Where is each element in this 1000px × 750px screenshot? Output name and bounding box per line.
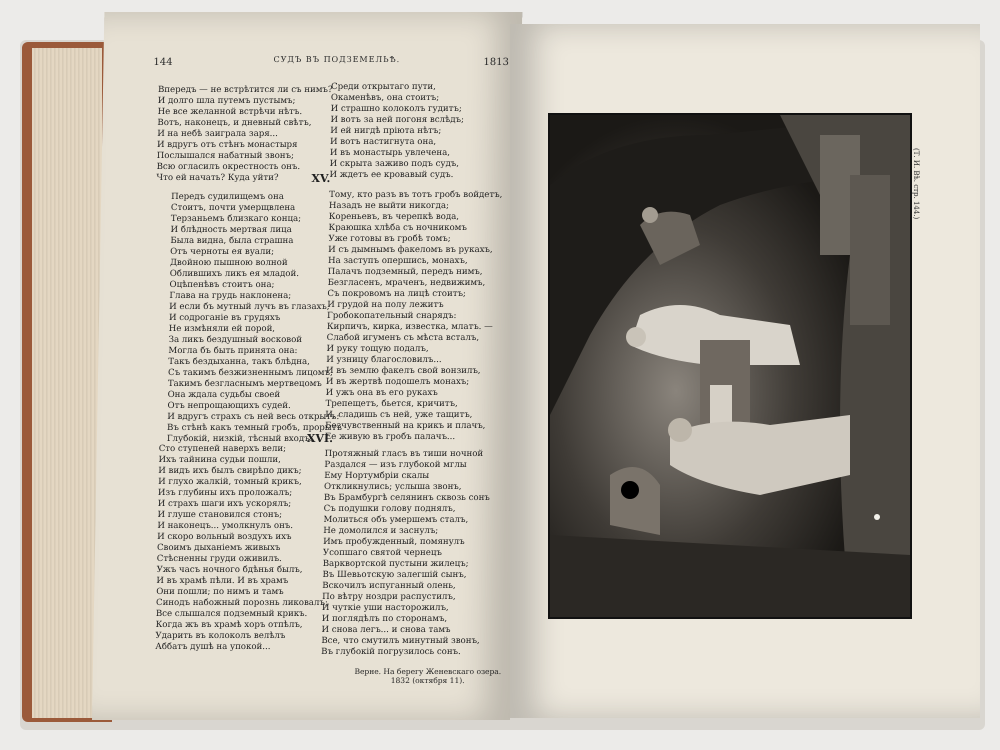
verse-line: И видъ ихъ былъ свирѣпо дикъ;	[158, 466, 302, 476]
verse-line: Своимъ дыханіемъ живыхъ	[156, 543, 281, 553]
verse-line: Съ покровомъ на лицѣ стоитъ;	[327, 289, 466, 299]
verse-line: И содроганіе въ грудяхъ	[168, 313, 281, 323]
verse-line: Ему Нортумбріи скалы	[324, 471, 430, 481]
section-xv: XV.	[311, 172, 331, 185]
verse-line: Назадъ не выйти никогда;	[328, 201, 449, 211]
verse-line: Когда жъ въ храмѣ хоръ отпѣлъ,	[155, 620, 303, 630]
verse-line: И если бъ мутный лучъ въ глазахъ,	[169, 302, 330, 312]
verse-line: Все слышался подземный крикъ.	[155, 609, 308, 619]
verse-line: И ужъ она въ его рукахъ	[325, 388, 438, 398]
verse-line: Не все желанной встрѣчи нѣтъ.	[157, 107, 303, 117]
verse-line: Трепещетъ, бьется, кричитъ,	[325, 399, 458, 409]
verse-line: И страхъ шаги ихъ ускорялъ;	[157, 499, 292, 509]
verse-line: И въ монастырь увлечена,	[329, 148, 451, 158]
verse-line: Варквортской пустыни жилецъ;	[322, 559, 469, 569]
verse-line: Безгласенъ, мраченъ, недвижимъ,	[327, 278, 486, 288]
verse-line: И въ храмѣ пѣли. И въ храмъ	[156, 576, 289, 586]
verse-line: Изъ глубины ихъ проложалъ;	[157, 488, 293, 498]
verse-line: Была видна, была страшна	[170, 236, 294, 246]
verse-line: Синодъ набожный порознь ликовалъ;	[155, 598, 328, 608]
verse-line: И вотъ за ней погоня вслѣдъ;	[330, 115, 464, 125]
verse-line: Терзаньемъ близкаго конца;	[170, 214, 302, 224]
verse-line: И долго шла путемъ пустымъ;	[157, 96, 296, 106]
verse-line: И скоро вольный воздухъ ихъ	[157, 532, 292, 542]
verse-line: Ужъ часъ ночного бдѣнья былъ,	[156, 565, 303, 575]
col2-bot	[321, 449, 491, 658]
verse-line: Двойною пышною волной	[169, 258, 288, 268]
verse-line: Протяжный гласъ въ тиши ночной	[324, 449, 484, 459]
verse-line: Палачъ подземный, передъ нимъ,	[327, 267, 483, 277]
verse-line: Кореньевъ, въ черепкѣ вода,	[328, 212, 460, 222]
verse-line: Она ждала судьбы своей	[167, 390, 281, 400]
verse-line: И, сладишь съ ней, уже тащитъ,	[325, 410, 473, 420]
verse-line: Откликнулись; услыша звонъ,	[323, 482, 462, 492]
verse-line: Не измѣняли ей порой,	[168, 324, 276, 334]
verse-line: Впередъ — не встрѣтится ли съ нимъ?	[157, 85, 333, 95]
verse-line: Гробокопательный снарядъ:	[326, 311, 457, 321]
verse-line: Не домолился и заснулъ;	[323, 526, 439, 536]
verse-line: Могла бъ быть принята она:	[168, 346, 298, 356]
verse-line: Окаменѣвъ, она стоитъ;	[330, 93, 440, 103]
verse-line: И въ жертвѣ подошелъ монахъ;	[325, 377, 470, 387]
verse-line: Молиться объ умершемъ сталъ,	[323, 515, 469, 525]
col1-mid	[167, 192, 346, 445]
verse-line: На заступъ опершись, монахъ,	[327, 256, 468, 266]
verse-line: И въ землю факелъ свой вонзилъ,	[326, 366, 481, 376]
verse-line: Съ подушки голову поднялъ,	[323, 504, 456, 514]
verse-line: Оцѣпенѣвъ стоитъ она;	[169, 280, 275, 290]
verse-line: Отъ черноты ея вуали;	[170, 247, 275, 257]
crypt-scene-image	[550, 115, 910, 617]
verse-line: Безчувственный на крикъ и плачъ,	[325, 421, 486, 431]
verse-line: И съ дымнымъ факеломъ въ рукахъ,	[328, 245, 493, 255]
verse-line: И вдругъ отъ стѣнъ монастыря	[156, 140, 298, 150]
verse-line: Такимъ безгласнымъ мертвецомъ	[167, 379, 322, 389]
footer-date: 1832 (октября 11).	[390, 676, 465, 685]
verse-line: И руку тощую подалъ,	[326, 344, 429, 354]
verse-line: Что ей начать? Куда уйти?	[156, 173, 279, 183]
left-page	[92, 12, 522, 720]
verse-line: И грудой на полу лежитъ	[327, 300, 444, 310]
page-edges	[32, 48, 102, 718]
verse-line: Съ такимъ безжизненнымъ лицомъ,	[167, 368, 333, 378]
verse-line: И страшно колоколъ гудитъ;	[330, 104, 462, 114]
verse-line: И вотъ настигнута она,	[330, 137, 437, 147]
verse-line: И снова легъ... и снова тамъ	[321, 625, 451, 635]
verse-line: И наконецъ... умолкнулъ онъ.	[157, 521, 294, 531]
verse-line: И глуше становился стонъ;	[157, 510, 283, 520]
verse-line: Усопшаго святой чернецъ	[322, 548, 442, 558]
verse-line: Тому, кто разъ въ тотъ гробъ войдетъ,	[329, 190, 503, 200]
footer-place: Верне. На берегу Женевскаго озера.	[354, 667, 502, 676]
page-number: 144	[153, 57, 173, 68]
verse-line: Слабой игуменъ съ мѣста всталъ,	[326, 333, 480, 343]
verse-line: И ждетъ ее кровавый судъ.	[329, 170, 454, 180]
verse-line: И ей нигдѣ пріюта нѣтъ;	[330, 126, 442, 136]
verse-line: Отъ непрощающихъ судей.	[167, 401, 291, 411]
verse-line: Ударить въ колоколъ велѣлъ	[155, 631, 286, 641]
verse-line: Все, что смутилъ минутный звонъ,	[321, 636, 480, 646]
verse-line: Стоитъ, почти умерщвлена	[170, 203, 296, 213]
verse-line: Всю огласилъ окрестность онъ.	[156, 162, 301, 172]
verse-line: И узницу благословилъ...	[326, 355, 442, 365]
verse-line: За ликъ бездушный восковой	[168, 335, 303, 345]
verse-line: По вѣтру ноздри распустилъ,	[322, 592, 456, 602]
verse-line: И чуткіе уши насторожилъ,	[321, 603, 449, 613]
verse-line: Вскочилъ испуганный олень,	[322, 581, 456, 591]
verse-line: Аббатъ душѣ на упокой...	[155, 642, 271, 652]
verse-line: Глубокій, низкій, тѣсный входъ.	[166, 434, 313, 444]
verse-line: И поглядѣлъ по сторонамъ,	[321, 614, 448, 624]
verse-line: Имъ пробужденный, помянулъ	[323, 537, 465, 547]
col1-top	[156, 85, 332, 184]
verse-line: Глава на грудь наклонена;	[169, 291, 292, 301]
col2-top	[329, 82, 464, 181]
verse-line: Сто ступеней наверхъ вели;	[158, 444, 287, 454]
verse-line: Въ стѣнѣ какъ темный гробъ, прорытъ	[167, 423, 342, 433]
verse-line: Уже готовы въ гробѣ томъ;	[328, 234, 451, 244]
verse-line: Ихъ тайнина судьи пошли,	[158, 455, 281, 465]
verse-line: Такъ бездыханна, такъ блѣдна,	[168, 357, 310, 367]
col1-bot	[155, 444, 330, 653]
verse-line: И блѣдность мертвая лица	[170, 225, 292, 235]
verse-line: Стѣсненны груди оживилъ.	[156, 554, 282, 564]
verse-line: И скрыта заживо подъ судъ,	[329, 159, 460, 169]
verse-line: Раздался — изъ глубокой мглы	[324, 460, 467, 470]
verse-line: Передъ судилищемъ она	[171, 192, 284, 202]
verse-line: Среди открытаго пути,	[330, 82, 436, 92]
verse-line: Въ Шевьотскую залегшій сынъ,	[322, 570, 467, 580]
section-xvi: XVI.	[306, 432, 334, 445]
verse-line: Кирпичъ, кирка, известка, млатъ. —	[326, 322, 493, 332]
verse-line: Вотъ, наконецъ, и дневный свѣтъ,	[157, 118, 312, 128]
running-title: СУДЪ ВЪ ПОДЗЕМЕЛЬѢ.	[273, 55, 401, 64]
verse-line: И глухо жалкій, томный крикъ,	[158, 477, 302, 487]
verse-line: И на небѣ заиграла заря...	[157, 129, 278, 139]
verse-line: Послышался набатный звонъ;	[156, 151, 294, 161]
verse-line: Ее живую въ гробъ палачъ...	[324, 432, 456, 442]
plate-caption: (Т. И. Вѣ. стр. 144.)	[912, 148, 920, 220]
verse-line: Въ Брамбургѣ селянинъ сквозь сонъ	[323, 493, 490, 503]
engraving-illustration	[548, 113, 912, 619]
verse-line: Они пошли; по нимъ и тамъ	[156, 587, 284, 597]
col2-mid	[325, 190, 503, 443]
verse-line: И вдругъ страхъ съ ней весь открытъ:	[167, 412, 340, 422]
verse-line: Облившихъ ликъ ея младой.	[169, 269, 300, 279]
page-year: 1813	[483, 57, 510, 68]
verse-line: Въ глубокій погрузилось сонъ.	[321, 647, 461, 657]
verse-line: Краюшка хлѣба съ ночникомъ	[328, 223, 467, 233]
